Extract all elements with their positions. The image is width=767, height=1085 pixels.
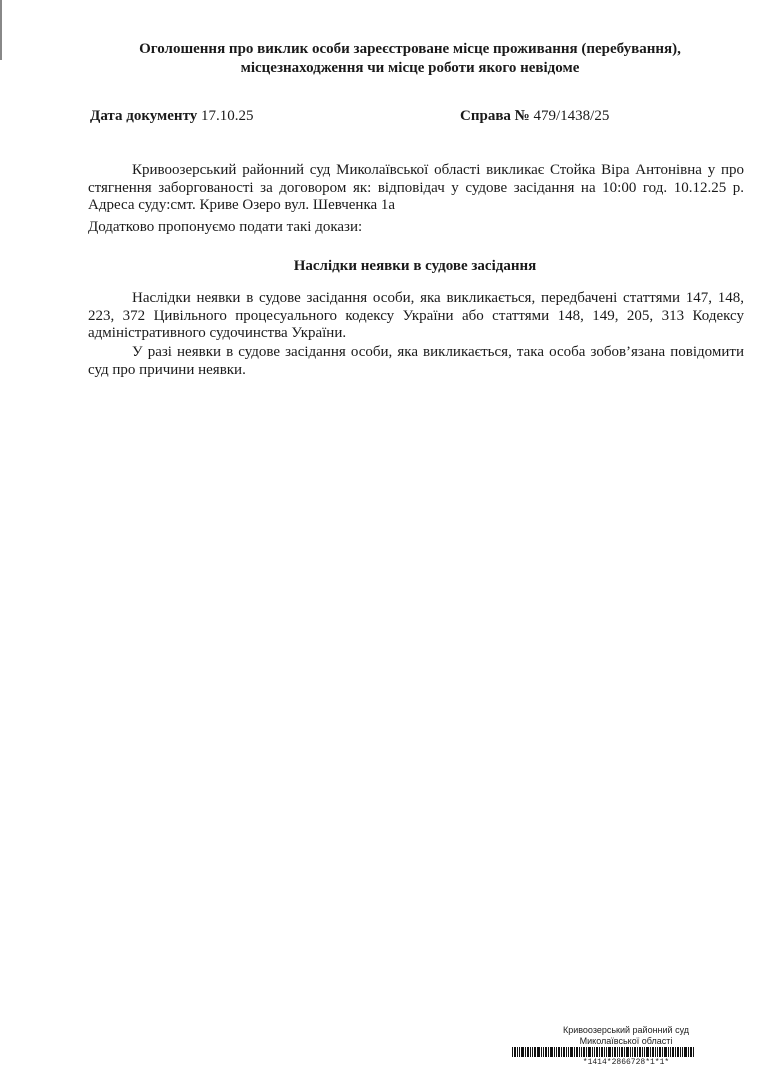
barcode-bar	[621, 1047, 623, 1057]
barcode-bar	[596, 1047, 598, 1057]
case-label: Справа №	[460, 108, 530, 124]
barcode-bar	[624, 1047, 625, 1057]
barcode-bar	[514, 1047, 516, 1057]
barcode-bar	[684, 1047, 687, 1057]
barcode-bar	[644, 1047, 645, 1057]
barcode-bar	[579, 1047, 580, 1057]
barcode-bar	[586, 1047, 587, 1057]
barcode-bar	[534, 1047, 536, 1057]
barcode-bar	[519, 1047, 520, 1057]
barcode-bar	[677, 1047, 679, 1057]
barcode-bar	[563, 1047, 565, 1057]
barcode-number: *1414*2866728*1*1*	[582, 1058, 670, 1067]
barcode-bar	[690, 1047, 692, 1057]
barcode-bar	[630, 1047, 631, 1057]
barcode-bar	[617, 1047, 618, 1057]
barcode-bar	[545, 1047, 547, 1057]
barcode-bar	[637, 1047, 638, 1057]
barcode-bar	[525, 1047, 526, 1057]
barcode-bar	[574, 1047, 575, 1057]
barcode-bar	[588, 1047, 591, 1057]
barcode-bar	[668, 1047, 669, 1057]
case-value: 479/1438/25	[533, 108, 610, 124]
barcode-bar	[550, 1047, 553, 1057]
barcode-bar	[614, 1047, 616, 1057]
barcode-bar	[576, 1047, 578, 1057]
barcode-bar	[599, 1047, 600, 1057]
scan-edge-mark	[0, 0, 2, 60]
barcode-bar	[682, 1047, 683, 1057]
barcode-bar	[612, 1047, 613, 1057]
barcode-bar	[517, 1047, 518, 1057]
barcode-bar	[558, 1047, 560, 1057]
barcode-bar	[566, 1047, 567, 1057]
title-line-1: Оголошення про виклик особи зареєстроване місце проживання (перебування),	[139, 41, 681, 57]
barcode-bar	[619, 1047, 620, 1057]
barcode-bar	[532, 1047, 533, 1057]
barcode-bar	[632, 1047, 633, 1057]
barcode-bar	[659, 1047, 661, 1057]
barcode-bar	[592, 1047, 593, 1057]
barcode-bar	[626, 1047, 629, 1057]
barcode-bar	[657, 1047, 658, 1057]
barcode-bar	[561, 1047, 562, 1057]
barcode-bar	[675, 1047, 676, 1057]
barcode-bar	[664, 1047, 667, 1057]
barcode-bar	[693, 1047, 694, 1057]
barcode-bar	[650, 1047, 651, 1057]
date-label: Дата документу	[90, 108, 198, 124]
barcode-bar	[652, 1047, 654, 1057]
document-title	[60, 40, 760, 78]
barcode-bar	[639, 1047, 641, 1057]
barcode	[512, 1047, 740, 1057]
barcode-bar	[646, 1047, 649, 1057]
barcode-bar	[512, 1047, 513, 1057]
barcode-bar	[594, 1047, 595, 1057]
barcode-bar	[527, 1047, 529, 1057]
barcode-bar	[601, 1047, 603, 1057]
barcode-bar	[672, 1047, 674, 1057]
barcode-bar	[662, 1047, 663, 1057]
summons-paragraph: Кривоозерський районний суд Миколаївської області викликає Стойка Віра Антонівна у про стягнення заборгованості за договором як: відповідач у судове засідання на 10:00 год. 10.12.25 р. Адреса суду:смт. Криве Озеро вул. Шевченка 1а	[88, 162, 744, 213]
evidence-paragraph: Додатково пропонуємо подати такі докази:	[88, 219, 363, 235]
barcode-bar	[634, 1047, 636, 1057]
barcode-bar	[670, 1047, 671, 1057]
barcode-bar	[655, 1047, 656, 1057]
court-stamp-line-1: Кривоозерський районний суд	[562, 1025, 690, 1035]
barcode-bar	[530, 1047, 531, 1057]
barcode-bar	[608, 1047, 611, 1057]
barcode-bar	[680, 1047, 681, 1057]
court-stamp-line-2: Миколаївської області	[579, 1036, 673, 1046]
barcode-bar	[554, 1047, 555, 1057]
barcode-bar	[688, 1047, 689, 1057]
barcode-bar	[581, 1047, 582, 1057]
duty-paragraph: У разі неявки в судове засідання особи, яка викликається, така особа зобов’язана повідомити суд про причини неявки.	[88, 344, 744, 378]
date-value: 17.10.25	[201, 108, 254, 124]
barcode-bar	[568, 1047, 569, 1057]
barcode-bar	[556, 1047, 557, 1057]
consequences-paragraph: Наслідки неявки в судове засідання особи, яка викликається, передбачені статтями 147, 148, 223, 372 Цивільного процесуального кодексу України або статтями 148, 149, 205, 313 Кодексу адміністративного судочинства України.	[88, 290, 744, 341]
barcode-bar	[548, 1047, 549, 1057]
court-stamp	[510, 1025, 742, 1047]
title-line-2: місцезнаходження чи місце роботи якого невідоме	[240, 60, 580, 76]
barcode-bar	[604, 1047, 605, 1057]
barcode-bar	[521, 1047, 524, 1057]
barcode-bar	[537, 1047, 540, 1057]
barcode-bar	[543, 1047, 544, 1057]
case-number	[460, 108, 609, 125]
barcode-bar	[642, 1047, 643, 1057]
barcode-bar	[541, 1047, 542, 1057]
section-heading: Наслідки неявки в судове засідання	[293, 258, 537, 274]
barcode-bar	[570, 1047, 573, 1057]
barcode-bar	[606, 1047, 607, 1057]
document-date	[90, 108, 254, 125]
barcode-bar	[583, 1047, 585, 1057]
